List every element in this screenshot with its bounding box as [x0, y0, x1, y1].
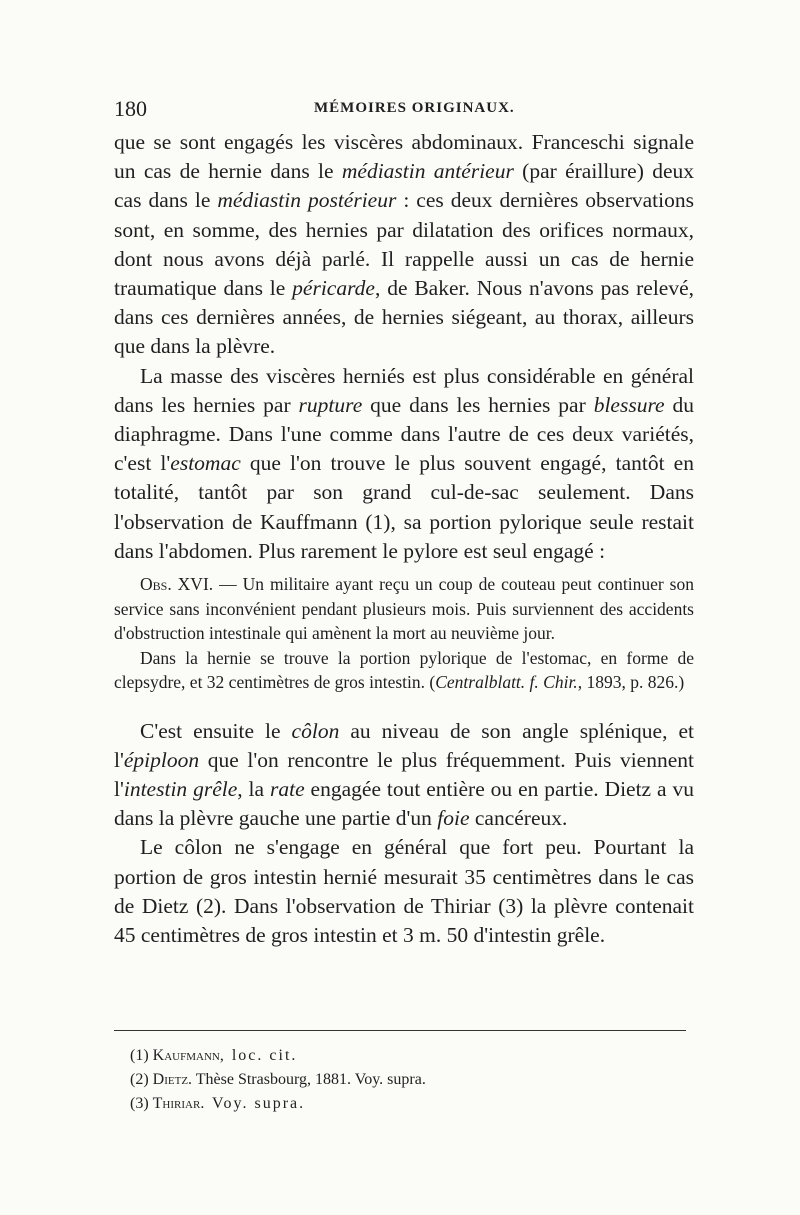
italic-term: péricarde [292, 276, 375, 301]
running-head [114, 96, 694, 126]
text-run: (par éraillure) deux cas dans le [114, 159, 694, 213]
footnote-divider [114, 1030, 686, 1031]
italic-term: côlon [291, 718, 340, 743]
body-text [114, 128, 694, 950]
footnote-text: . Voy. supra. [200, 1095, 306, 1112]
text-run: engagée tout entière ou en partie. Dietz a vu dans la plèvre gauche une partie d'un [114, 776, 694, 831]
text-run: , la [237, 776, 270, 801]
text-run: du diaphragme. Dans l'une comme dans l'autre de ces deux variétés, c'est l' [114, 392, 695, 476]
paragraph-2 [114, 362, 694, 566]
running-title: MÉMOIRES ORIGINAUX. [314, 100, 515, 116]
footnote-1 [130, 1044, 690, 1068]
italic-term: rate [270, 776, 305, 801]
paragraph-1 [114, 128, 694, 362]
text-run: que dans les hernies par [362, 392, 594, 417]
italic-term: intestin grêle [123, 776, 238, 801]
text-run: , de Baker. Nous n'avons pas relevé, dans ces dernières années, de hernies siégeant, au thorax, ailleurs que dans la plèvre. [114, 276, 694, 359]
paragraph-4: Le côlon ne s'engage en général que fort peu. Pourtant la portion de gros intestin hernié mesurait 35 centimètres dans le cas de Dietz (2). Dans l'observation de Thiriar (3) la plèvre contenait 45 centimètres de gros intestin et 3 m. 50 d'intestin grêle. [114, 835, 694, 947]
footnote-author: Kaufmann [152, 1047, 220, 1064]
italic-term: estomac [170, 451, 241, 476]
footnotes [130, 1044, 690, 1116]
text-run: cancéreux. [469, 806, 568, 831]
text-run: La masse des viscères herniés est plus considérable en général dans les hernies par [114, 363, 694, 417]
footnote-number: (3) [130, 1095, 149, 1112]
footnote-number: (2) [130, 1071, 149, 1088]
italic-term: épiploon [123, 747, 200, 772]
italic-term: médiastin antérieur [341, 159, 514, 184]
text-run: que se sont engagés les viscères abdominaux. Franceschi signale un cas de hernie dans le [114, 130, 694, 184]
spacer [114, 695, 694, 717]
footnote-text: , loc. cit. [219, 1047, 298, 1064]
italic-term: blessure [593, 392, 665, 417]
text-run: C'est ensuite le [140, 718, 292, 743]
footnote-author: Dietz [152, 1071, 189, 1088]
italic-term: foie [437, 806, 470, 831]
footnote-number: (1) [130, 1047, 149, 1064]
page-number: 180 [114, 96, 147, 121]
footnote-text: . Thèse Strasbourg, 1881. Voy. supra. [188, 1071, 426, 1088]
text-run: que l'on trouve le plus souvent engagé, tantôt en totalité, tantôt par son grand cul-de-sac seulement. Dans l'observation de Kauffmann (1), sa portion pylorique seule restait dans l'abdomen. Plus rarement le pylore est seul engagé : [114, 451, 694, 563]
text-run: au niveau de son angle splénique, et l' [114, 718, 694, 772]
observation-label: Obs. XVI. [140, 574, 214, 595]
italic-term: rupture [298, 392, 363, 417]
paragraph-3 [114, 717, 694, 834]
italic-term: médiastin postérieur [217, 188, 397, 213]
observation-paragraph-1 [114, 572, 694, 646]
text-run: — Un militaire ayant reçu un coup de couteau peut continuer son service sans inconvénient pendant plusieurs mois. Puis surviennent des accidents d'obstruction intestinale qui amènent la mort au neuvième jour. [114, 574, 694, 644]
italic-citation: Centralblatt. f. Chir. [435, 672, 578, 693]
footnote-2 [130, 1068, 690, 1092]
footnote-3 [130, 1092, 690, 1116]
text-run: Dans la hernie se trouve la portion pylorique de l'estomac, en forme de clepsydre, et 32 centimètres de gros intestin. ( [114, 647, 694, 693]
observation-paragraph-2 [114, 646, 694, 695]
text-run: : ces deux dernières observations sont, en somme, des hernies par dilatation des orifices normaux, dont nous avons déjà parlé. Il rappelle aussi un cas de hernie traumatique dans le [114, 188, 694, 301]
text-run: que l'on rencontre le plus fréquemment. Puis viennent l' [114, 747, 694, 801]
footnote-author: Thiriar [152, 1095, 201, 1112]
text-run: , 1893, p. 826.) [577, 672, 685, 693]
